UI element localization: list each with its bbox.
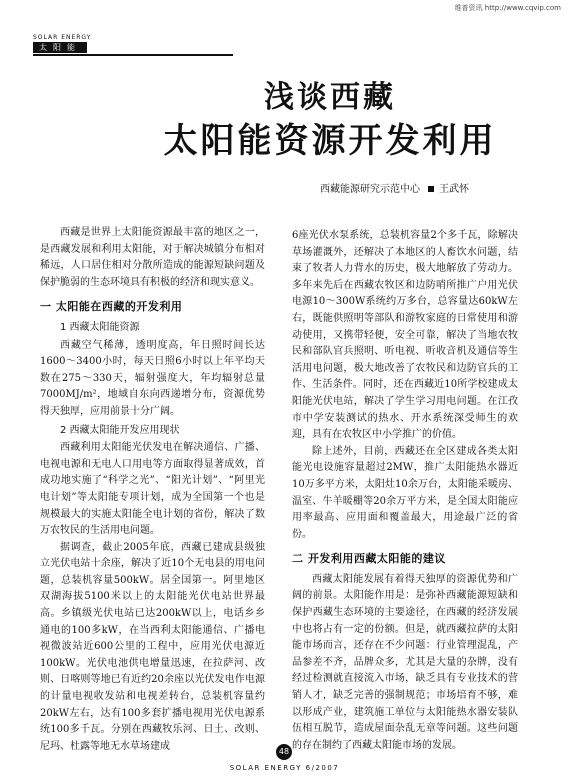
watermark-text: 维普资讯 http://www.cqvip.com [454, 4, 561, 12]
section-1-heading: 一 太阳能在西藏的开发利用 [40, 300, 183, 314]
statistics-paragraph: 据调查，截止2005年底，西藏已建成县级独立光伏电站十余座，解决了近10个无电县的用电问题，总装机容量500kW。居全国第一。阿里地区双湖海拔5100米以上的太阳能光伏电站世界最高。乡镇级光伏电站已达200kW以上，电话乡乡通电的100多kW，在当西利太阳能通信、广播电视微波站近600公里的工程中，应用光伏电源近100kW。光伏电池供电增量迅速，在拉萨河、改则、日喀则等地已有近约20余座以光伏发电作电源的计量电视收发站和电视差转台，总装机容量约20kW左右，达有100多套扩播电视用光伏电源系统100多千瓦。分别在西藏牧乐河、日土、改则、尼玛、杜露等地无水草场建成 [40, 541, 265, 752]
summary-paragraph: 除上述外，目前，西藏还在全区建成各类太阳能光电设施容量超过2MW，推广太阳能热水器近10万多平方米，太阳灶10余万台，太阳能采暖房、温室、牛羊暖棚等20余万平方米，是全国太阳能应用率最高、应用面和覆盖最大，用途最广泛的省份。 [292, 445, 518, 540]
author-affiliation: 西藏能源研究示范中心 [320, 184, 420, 195]
subsection-2-heading: 2 西藏太阳能开发应用现状 [60, 424, 180, 436]
page-number: 48 [276, 744, 292, 760]
header-rule [33, 54, 233, 56]
title-line-2: 太阳能资源开发利用 [163, 121, 497, 161]
intro-paragraph: 西藏是世界上太阳能资源最丰富的地区之一，是西藏发展和利用太阳能，对于解决城镇分布相对稀远，人口居住相对分散所造成的能源短缺问题及保护脆弱的生态环境具有积极的经济和现实意义。 [40, 227, 265, 288]
article-title [130, 78, 530, 164]
right-column [292, 228, 518, 754]
section-2-heading: 二 开发利用西藏太阳能的建议 [292, 552, 446, 566]
continuation-paragraph: 6座光伏水泵系统，总装机容量2个多千瓦，除解决草场灌溉外，还解决了本地区的人畜饮水问题，结束了牧者人力背水的历史，极大地解放了劳动力。多年来先后在西藏农牧区和边防哨所推广户用光伏电源10～300W系统约万多台，总容量达60kW左右，既能供照明等部队和游牧家庭的日常使用和游动使用，又携带轻便，安全可靠，解决了当地农牧民和部队官兵照明、听电视、听收音机及通信等生活用电问题，极大地改善了农牧民和边防官兵的工作、生活条件。同时，还在西藏近10所学校建成太阳能光伏电站，解决了学生学习用电问题。在江孜市中学安装测试的热水、开水系统深受师生的欢迎，具有在农牧区中小学推广的价值。 [292, 230, 518, 441]
byline [320, 180, 469, 195]
subsection-1-heading: 1 西藏太阳能资源 [60, 321, 140, 333]
square-bullet-icon [428, 186, 434, 192]
footer-journal: SOLAR ENERGY 6/2007 [229, 764, 340, 772]
magazine-name-chinese: 太阳能 [33, 42, 87, 53]
section-2-text: 西藏太阳能发展有着得天独厚的资源优势和广阔的前景。太阳能作用是：是弥补西藏能源短缺和保护西藏生态环境的主要途径，在西藏的经济发展中也将占有一定的份额。但是，就西藏拉萨的太阳能市场而言，还存在不少问题：行业管理混乱，产品参差不齐，品牌众多，尤其是大量的杂牌，没有经过检测就直接流入市场，缺乏具有专业技术的营销人才，缺乏完善的强制规范；市场培育不够，难以形成产业，建筑施工单位与太阳能热水器安装队伍相互脱节，造成屋面杂乱无章等问题。这些问题的存在制约了西藏太阳能市场的发展。 [292, 573, 518, 751]
magazine-name-english: SOLAR ENERGY [33, 34, 92, 41]
subsection-2-text: 西藏利用太阳能光伏发电在解决通信、广播、电视电源和无电人口用电等方面取得显著成效，首成功地实施了“科学之光”、“阳光计划”、“阿里光电计划”等太阳能专项计划，成为全国第一个也是规模最大的实施太阳能全电计划的省份，解决了数万农牧民的生活用电问题。 [40, 442, 265, 537]
subsection-1-text: 西藏空气稀薄，透明度高，年日照时间长达1600～3400小时，每天日照6小时以上年平均天数在275～330天，辐射强度大，年均辐射总量7000MJ/m²，地域自东向西递增分布，资源优势得天独厚，应用前景十分广阔。 [40, 339, 265, 417]
left-column [40, 225, 265, 755]
title-line-1: 浅谈西藏 [264, 80, 396, 115]
author-name: 王武怀 [439, 184, 469, 195]
